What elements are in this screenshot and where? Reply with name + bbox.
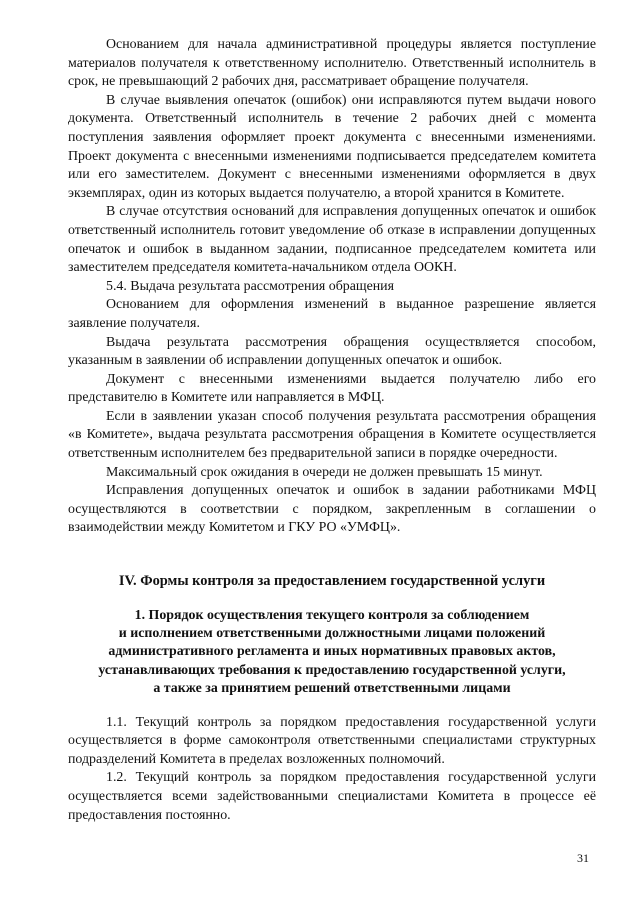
subsection-heading-line: 1. Порядок осуществления текущего контроля за соблюдением: [134, 607, 530, 623]
paragraph-typo-correction: В случае выявления опечаток (ошибок) они исправляются путем выдачи нового документа. Ответственный исполнитель в течение 2 рабочих дней с момента поступления заявления оформляет проект документа с внесенными изменениями. Проект документа с внесенными изменениями подписывается председателем комитета или его заместителем. Документ с внесенными изменениями оформляется в двух экземплярах, один из которых выдается получателю, а второй хранится в Комитете.: [68, 92, 596, 201]
subsection-heading: [68, 607, 596, 699]
paragraph-basis-for-changes: Основанием для оформления изменений в выданное разрешение является заявление получателя.: [68, 297, 596, 331]
section-heading: IV. Формы контроля за предоставлением государственной услуги: [118, 573, 546, 590]
page-number: 31: [577, 851, 589, 865]
paragraph-refusal-notice: В случае отсутствия оснований для исправления допущенных опечаток и ошибок ответственный исполнитель готовит уведомление об отказе в исправлении допущенных опечаток и ошибок в выданном задании, подписанное председателем комитета или заместителем председателя комитета-начальником отдела ООКН.: [68, 204, 596, 276]
paragraph-basis-for-procedure: Основанием для начала административной процедуры является поступление материалов получателя к ответственному исполнителю. Ответственный исполнитель в срок, не превышающий 2 рабочих дня, рассматривает обращение получателя.: [68, 37, 596, 90]
subsection-heading-line: устанавливающих требования к предоставлению государственной услуги,: [98, 662, 566, 678]
paragraph-in-committee: Если в заявлении указан способ получения результата рассмотрения обращения «в Комитете», выдача результата рассмотрения обращения в Комитете осуществляется ответственным исполнителем без предварительной записи в порядке очередности.: [68, 408, 596, 462]
paragraph-max-wait: Максимальный срок ожидания в очереди не должен превышать 15 минут.: [106, 464, 543, 480]
document-body: [68, 36, 596, 825]
subsection-heading-line: и исполнением ответственными должностными лицами положений: [118, 626, 546, 642]
paragraph-item-5-4-title: 5.4. Выдача результата рассмотрения обращения: [106, 278, 394, 294]
paragraph-delivery-method: Выдача результата рассмотрения обращения осуществляется способом, указанным в заявлении об исправлении допущенных опечаток и ошибок.: [68, 334, 596, 369]
subsection-heading-line: а также за принятием решений ответственными лицами: [153, 681, 511, 697]
paragraph-mfc-corrections: Исправления допущенных опечаток и ошибок в задании работниками МФЦ осуществляются в соответствии с порядком, закрепленным в соглашении о взаимодействии между Комитетом и ГКУ РО «УМФЦ».: [68, 483, 596, 536]
paragraph-item-1-1: 1.1. Текущий контроль за порядком предоставления государственной услуги осуществляется в форме самоконтроля ответственными специалистами структурных подразделений Комитета в пределах возложенных полномочий.: [68, 714, 596, 767]
subsection-heading-line: административного регламента и иных нормативных правовых актов,: [108, 644, 556, 660]
paragraph-document-issued: Документ с внесенными изменениями выдается получателю либо его представителю в Комитете или направляется в МФЦ.: [68, 371, 596, 406]
paragraph-item-1-2: 1.2. Текущий контроль за порядком предоставления государственной услуги осуществляется всеми задействованными специалистами Комитета в процессе её предоставления постоянно.: [68, 770, 596, 823]
